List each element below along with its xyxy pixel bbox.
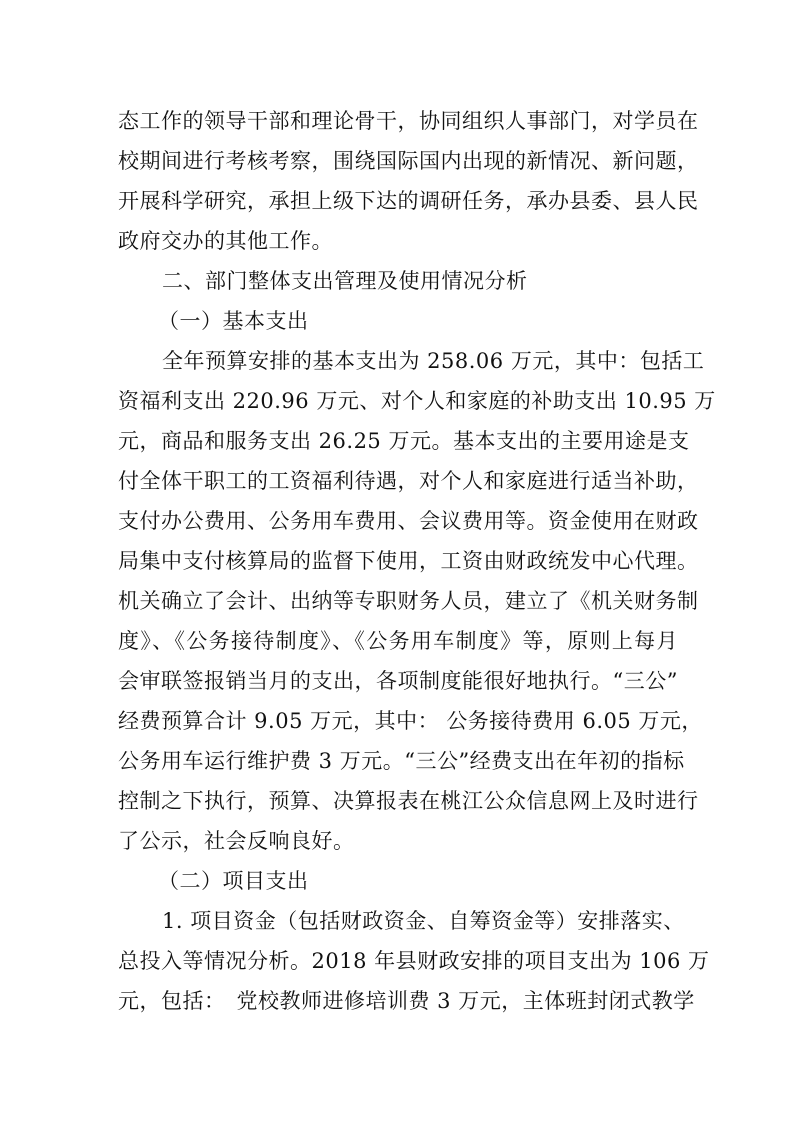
paragraph-line: 经费预算合计 9.05 万元，其中： 公务接待费用 6.05 万元， — [118, 709, 703, 733]
paragraph-line: 1. 项目资金（包括财政资金、自筹资金等）安排落实、 — [162, 909, 685, 933]
paragraph-line: 度》、《公务接待制度》、《公务用车制度》等，原则上每月 — [118, 629, 678, 653]
paragraph-line: 校期间进行考核考察，围绕国际国内出现的新情况、新问题， — [118, 149, 699, 173]
paragraph-line: 全年预算安排的基本支出为 258.06 万元，其中：包括工 — [162, 349, 705, 373]
paragraph-line: 公务用车运行维护费 3 万元。“三公”经费支出在年初的指标 — [118, 749, 685, 773]
paragraph-line: 了公示，社会反响良好。 — [118, 829, 355, 853]
paragraph-line: 总投入等情况分析。2018 年县财政安排的项目支出为 106 万 — [118, 949, 710, 973]
section-heading: 二、部门整体支出管理及使用情况分析 — [162, 269, 528, 293]
paragraph-line: 元，商品和服务支出 26.25 万元。基本支出的主要用途是支 — [118, 429, 690, 453]
paragraph-line: 政府交办的其他工作。 — [118, 229, 333, 253]
paragraph-line: 付全体干职工的工资福利待遇，对个人和家庭进行适当补助， — [118, 469, 699, 493]
paragraph-line: 局集中支付核算局的监督下使用，工资由财政统发中心代理。 — [118, 549, 699, 573]
subsection-heading-project: （二）项目支出 — [158, 869, 309, 893]
subsection-heading-basic: （一）基本支出 — [158, 309, 309, 333]
paragraph-line: 会审联签报销当月的支出，各项制度能很好地执行。“三公” — [118, 669, 678, 693]
paragraph-line: 机关确立了会计、出纳等专职财务人员，建立了《机关财务制 — [118, 589, 699, 613]
paragraph-line: 开展科学研究，承担上级下达的调研任务，承办县委、县人民 — [118, 189, 699, 213]
paragraph-line: 态工作的领导干部和理论骨干，协同组织人事部门，对学员在 — [118, 109, 699, 133]
paragraph-line: 资福利支出 220.96 万元、对个人和家庭的补助支出 10.95 万 — [118, 389, 716, 413]
paragraph-line: 控制之下执行，预算、决算报表在桃江公众信息网上及时进行 — [118, 789, 699, 813]
paragraph-line: 元，包括： 党校教师进修培训费 3 万元，主体班封闭式教学 — [118, 989, 695, 1013]
paragraph-line: 支付办公费用、公务用车费用、会议费用等。资金使用在财政 — [118, 509, 699, 533]
